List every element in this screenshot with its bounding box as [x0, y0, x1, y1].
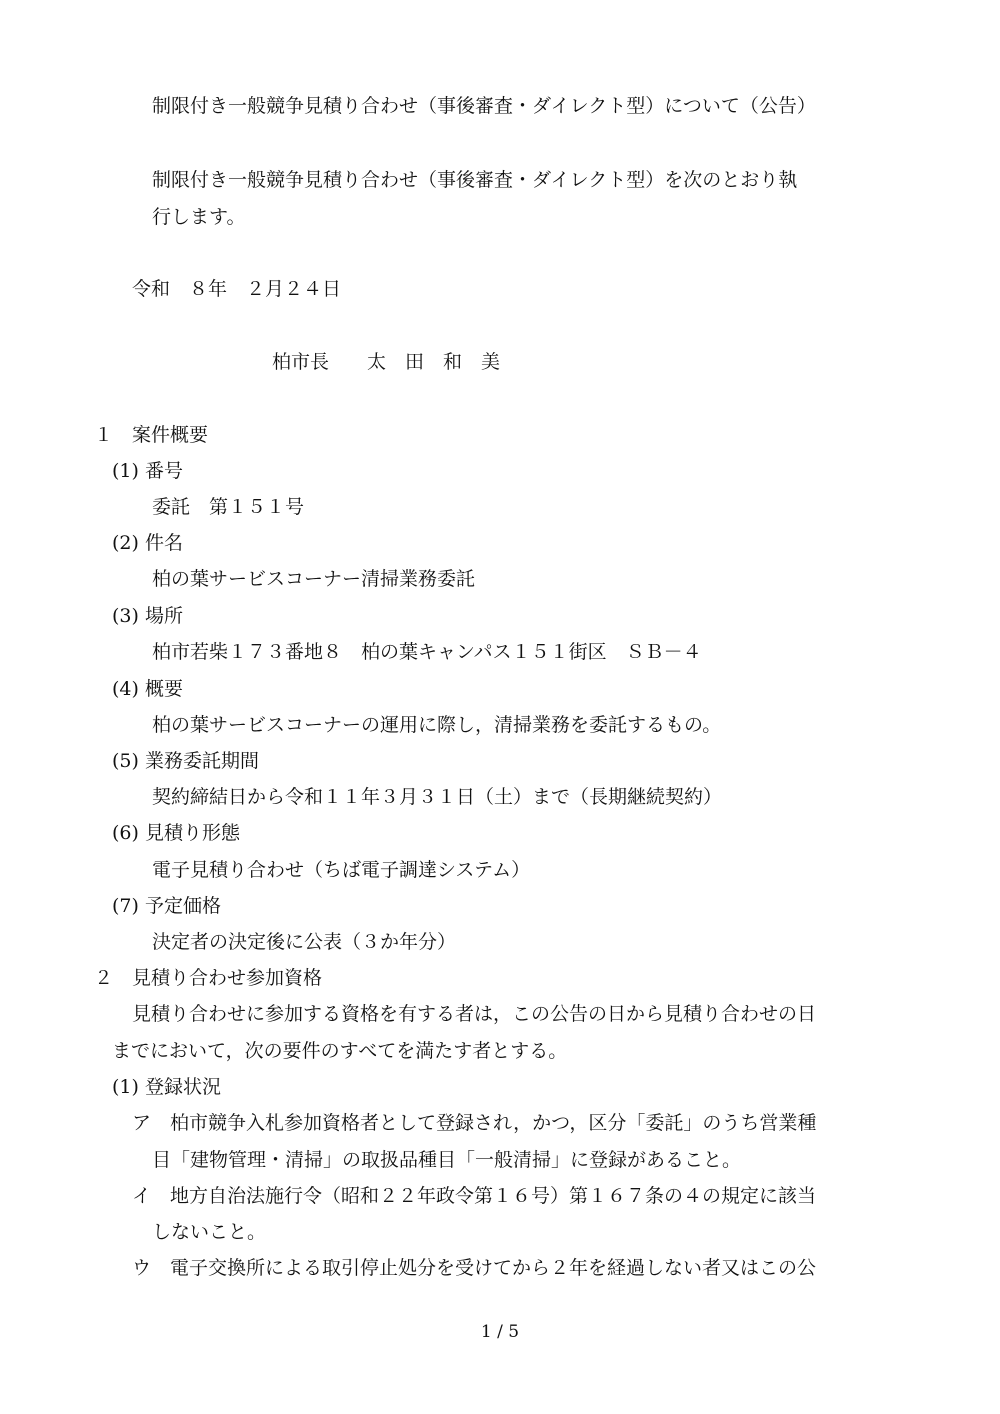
item-label-price: (7) 予定価格	[112, 895, 221, 917]
section-1-heading: １ 案件概要	[94, 424, 209, 446]
item-value-price: 決定者の決定後に公表（３か年分）	[152, 931, 457, 953]
section-2-paragraph-line-1: 見積り合わせに参加する資格を有する者は，この公告の日から見積り合わせの日	[132, 1003, 817, 1025]
subsection-registration-heading: (1) 登録状況	[112, 1076, 221, 1098]
item-label-overview: (4) 概要	[112, 678, 183, 700]
requirement-a-line-2: 目「建物管理・清掃」の取扱品種目「一般清掃」に登録があること。	[152, 1149, 742, 1171]
section-2-paragraph-line-2: までにおいて，次の要件のすべてを満たす者とする。	[112, 1040, 568, 1062]
item-label-format: (6) 見積り形態	[112, 822, 240, 844]
item-label-location: (3) 場所	[112, 605, 183, 627]
item-value-period: 契約締結日から令和１１年３月３１日（土）まで（長期継続契約）	[152, 786, 723, 808]
item-value-location: 柏市若柴１７３番地８ 柏の葉キャンパス１５１街区 ＳＢ－４	[152, 641, 702, 663]
item-label-period: (5) 業務委託期間	[112, 750, 259, 772]
item-value-subject: 柏の葉サービスコーナー清掃業務委託	[152, 568, 476, 590]
intro-text-line-2: 行します。	[152, 206, 246, 228]
issuer-name: 柏市長 太 田 和 美	[272, 351, 501, 373]
item-value-format: 電子見積り合わせ（ちば電子調達システム）	[152, 859, 531, 881]
document-title: 制限付き一般競争見積り合わせ（事後審査・ダイレクト型）について（公告）	[152, 95, 816, 117]
intro-text-line-1: 制限付き一般競争見積り合わせ（事後審査・ダイレクト型）を次のとおり執	[152, 169, 798, 191]
requirement-i-line-1: イ 地方自治法施行令（昭和２２年政令第１６号）第１６７条の４の規定に該当	[132, 1185, 817, 1207]
item-value-overview: 柏の葉サービスコーナーの運用に際し，清掃業務を委託するもの。	[152, 714, 722, 736]
requirement-a-line-1: ア 柏市競争入札参加資格者として登録され，かつ，区分「委託」のうち営業種	[132, 1112, 817, 1134]
item-label-subject: (2) 件名	[112, 532, 183, 554]
item-value-number: 委託 第１５１号	[152, 496, 305, 518]
requirement-i-line-2: しないこと。	[152, 1221, 267, 1243]
item-label-number: (1) 番号	[112, 460, 183, 482]
page-number: 1 / 5	[480, 1322, 520, 1342]
section-2-heading: ２ 見積り合わせ参加資格	[94, 967, 323, 989]
notice-date: 令和 ８年 ２月２４日	[132, 278, 342, 300]
requirement-u-line-1: ウ 電子交換所による取引停止処分を受けてから２年を経過しない者又はこの公	[132, 1257, 817, 1279]
